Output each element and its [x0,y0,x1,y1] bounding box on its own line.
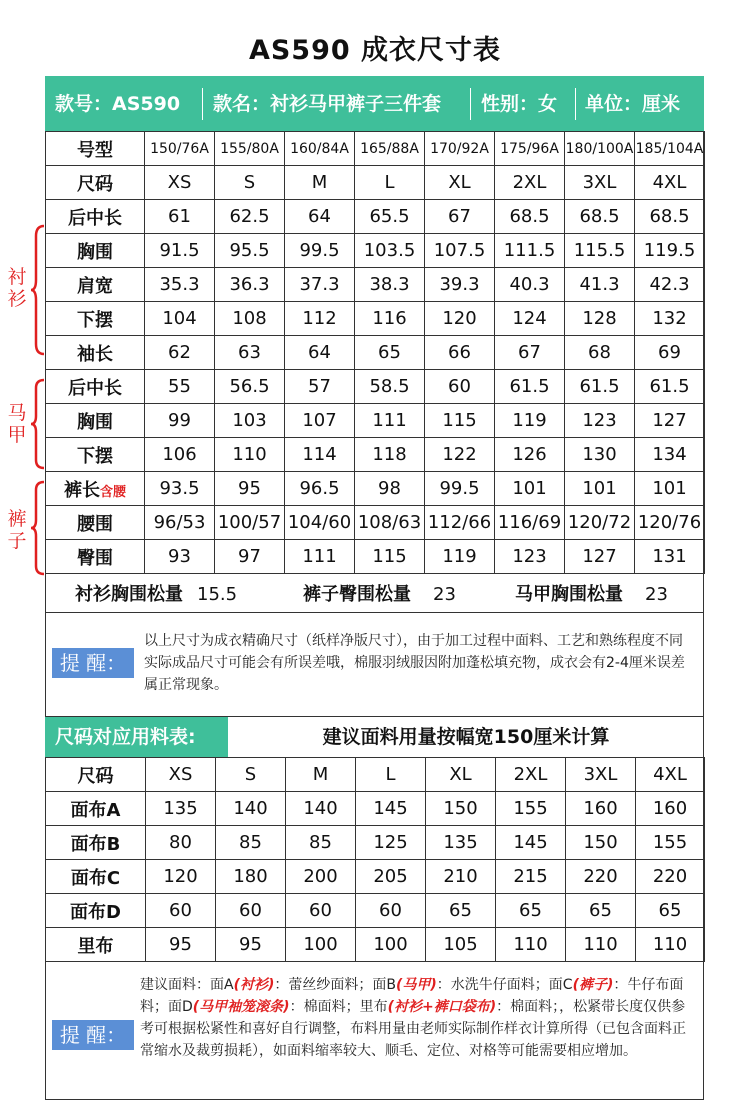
value-cell: 95.5 [215,234,285,268]
value-cell: 85 [216,826,286,860]
value-cell: 120 [146,860,216,894]
fabric-width-note: 建议面料用量按幅宽150厘米计算 [322,726,610,748]
row-label [46,200,145,234]
table-row [46,506,705,540]
value-cell: 115 [355,540,425,574]
value-cell: 61.5 [635,370,705,404]
table-row [46,758,705,792]
value-cell: 93 [145,540,215,574]
row-label: 面布A [46,792,146,826]
value-cell: 115.5 [565,234,635,268]
table-row [46,200,705,234]
size-cell: XS [146,758,216,792]
size-type-cell: 170/92A [425,132,495,166]
value-cell: 205 [356,860,426,894]
size-cell: L [355,166,425,200]
value-cell: 91.5 [145,234,215,268]
value-cell: 36.3 [215,268,285,302]
brace-vest [30,378,46,470]
value-cell: 140 [216,792,286,826]
value-cell: 64 [285,336,355,370]
row-label [46,472,145,506]
row-label-text: 后中长 [68,207,122,229]
fabric-part-highlight: (裤子) [572,977,614,993]
value-cell: 38.3 [355,268,425,302]
value-cell: 122 [425,438,495,472]
value-cell: 99 [145,404,215,438]
value-cell: 135 [426,826,496,860]
value-cell: 42.3 [635,268,705,302]
value-cell: 65 [355,336,425,370]
value-cell: 114 [285,438,355,472]
value-cell: 107 [285,404,355,438]
value-cell: 104 [145,302,215,336]
group-label-shirt: 衬衫 [7,266,27,310]
fabric-part-text: ：蕾丝纱面料；面B [274,977,396,993]
value-cell: 41.3 [565,268,635,302]
style-number: 款号：AS590 [55,93,181,115]
value-cell: 110 [215,438,285,472]
brace-shirt [30,224,46,356]
value-cell: 106 [145,438,215,472]
value-cell: 65 [426,894,496,928]
gender: 性别：女 [481,93,558,115]
value-cell: 110 [636,928,705,962]
value-cell: 97 [215,540,285,574]
table-row [46,132,705,166]
fabric-section-title: 尺码对应用料表: [45,717,228,757]
value-cell: 180 [216,860,286,894]
value-cell: 112/66 [425,506,495,540]
table-row [46,302,705,336]
reminder-text: 以上尺寸为成衣精确尺寸（纸样净版尺寸），由于加工过程中面料、工艺和熟练程度不同实际成品尺寸可能会有所误差哦，棉服羽绒服因附加蓬松填充物，成衣会有2-4厘米误差属正常现象。 [144,633,685,693]
row-label: 里布 [46,928,146,962]
value-cell: 134 [635,438,705,472]
table-row [46,166,705,200]
value-cell: 99.5 [425,472,495,506]
value-cell: 68 [565,336,635,370]
value-cell: 132 [635,302,705,336]
row-label-text: 下摆 [77,309,113,331]
row-label [46,302,145,336]
table-row [46,438,705,472]
value-cell: 131 [635,540,705,574]
row-label: 号型 [46,132,145,166]
value-cell: 63 [215,336,285,370]
size-cell: 2XL [496,758,566,792]
size-cell: XL [425,166,495,200]
fabric-part-highlight: (马甲) [395,977,437,993]
size-type-cell: 165/88A [355,132,425,166]
row-label-note: 含腰 [99,484,126,500]
size-table [45,131,705,574]
table-row [46,336,705,370]
value-cell: 95 [146,928,216,962]
value-cell: 155 [496,792,566,826]
ease-item: 衬衫胸围松量 15.5 [75,584,238,605]
size-type-cell: 150/76A [145,132,215,166]
ease-row [45,577,704,613]
fabric-section-bar [45,716,704,758]
ease-item: 马甲胸围松量 23 [515,584,668,605]
size-cell: S [216,758,286,792]
table-row [46,370,705,404]
value-cell: 107.5 [425,234,495,268]
info-separator [202,88,203,120]
value-cell: 60 [216,894,286,928]
row-label [46,234,145,268]
table-row [46,792,705,826]
size-type-cell: 180/100A [565,132,635,166]
value-cell: 145 [496,826,566,860]
value-cell: 220 [636,860,705,894]
value-cell: 130 [565,438,635,472]
value-cell: 40.3 [495,268,565,302]
row-label [46,438,145,472]
row-label: 面布C [46,860,146,894]
size-type-cell: 155/80A [215,132,285,166]
value-cell: 126 [495,438,565,472]
table-row [46,826,705,860]
page-title: AS590 成衣尺寸表 [248,35,502,66]
value-cell: 68.5 [565,200,635,234]
size-cell: XS [145,166,215,200]
size-cell: XL [426,758,496,792]
size-type-cell: 175/96A [495,132,565,166]
row-label [46,370,145,404]
value-cell: 100 [286,928,356,962]
fabric-part-highlight: (衬衫) [233,977,275,993]
reminder-badge: 提 醒： [52,648,134,678]
value-cell: 35.3 [145,268,215,302]
value-cell: 200 [286,860,356,894]
row-label [46,268,145,302]
value-cell: 60 [425,370,495,404]
value-cell: 120 [425,302,495,336]
value-cell: 145 [356,792,426,826]
style-name: 款名：衬衫马甲裤子三件套 [213,93,442,115]
table-row [46,894,705,928]
row-label: 尺码 [46,758,146,792]
value-cell: 124 [495,302,565,336]
group-label-vest: 马甲 [7,402,27,446]
value-cell: 67 [425,200,495,234]
value-cell: 60 [146,894,216,928]
row-label-text: 胸围 [77,411,113,433]
value-cell: 103.5 [355,234,425,268]
row-label: 面布B [46,826,146,860]
value-cell: 120/76 [635,506,705,540]
value-cell: 111 [355,404,425,438]
value-cell: 103 [215,404,285,438]
value-cell: 101 [635,472,705,506]
ease-item: 裤子臀围松量 23 [303,584,456,605]
info-separator [470,88,471,120]
value-cell: 123 [495,540,565,574]
value-cell: 61.5 [565,370,635,404]
fabric-suggestion-text [140,974,696,1062]
value-cell: 140 [286,792,356,826]
value-cell: 104/60 [285,506,355,540]
size-cell: M [286,758,356,792]
size-cell: 3XL [566,758,636,792]
value-cell: 95 [216,928,286,962]
value-cell: 119 [425,540,495,574]
value-cell: 220 [566,860,636,894]
info-separator [575,88,576,120]
value-cell: 116/69 [495,506,565,540]
row-label-text: 肩宽 [77,275,113,297]
value-cell: 150 [566,826,636,860]
value-cell: 99.5 [285,234,355,268]
brace-pants [30,480,46,576]
value-cell: 110 [566,928,636,962]
value-cell: 65 [496,894,566,928]
value-cell: 61 [145,200,215,234]
fabric-part-text: ：棉面料；，松紧带长度仅供参考可根据松紧性和喜好自行调整，布料用量由老师实际制作样衣计算所得（已包含面料正常缩水及裁剪损耗），如面料缩率较大、顺毛、定位、对格等可能需要相应增加。 [140,999,686,1059]
value-cell: 215 [496,860,566,894]
unit: 单位：厘米 [585,93,681,115]
table-row [46,234,705,268]
row-label-text: 胸围 [77,241,113,263]
value-cell: 68.5 [495,200,565,234]
size-cell: M [285,166,355,200]
value-cell: 37.3 [285,268,355,302]
row-label [46,404,145,438]
table-row [46,268,705,302]
value-cell: 60 [286,894,356,928]
value-cell: 98 [355,472,425,506]
value-cell: 116 [355,302,425,336]
fabric-part-text: ：水洗牛仔面料；面C [436,977,573,993]
value-cell: 112 [285,302,355,336]
value-cell: 127 [565,540,635,574]
value-cell: 85 [286,826,356,860]
value-cell: 65.5 [355,200,425,234]
fabric-part-text: ：棉面料；里布 [289,999,388,1015]
value-cell: 55 [145,370,215,404]
value-cell: 96.5 [285,472,355,506]
row-label-text: 后中长 [68,377,122,399]
value-cell: 56.5 [215,370,285,404]
size-cell: S [215,166,285,200]
value-cell: 160 [636,792,705,826]
value-cell: 57 [285,370,355,404]
info-bar [45,76,704,132]
row-label [46,540,145,574]
value-cell: 80 [146,826,216,860]
value-cell: 68.5 [635,200,705,234]
row-label-text: 下摆 [77,445,113,467]
row-label-text: 裤长 [63,479,100,501]
table-row [46,860,705,894]
value-cell: 61.5 [495,370,565,404]
reminder-badge: 提 醒： [52,1020,134,1050]
value-cell: 123 [565,404,635,438]
value-cell: 69 [635,336,705,370]
value-cell: 125 [356,826,426,860]
row-label-text: 臀围 [77,547,113,569]
value-cell: 101 [495,472,565,506]
size-cell: L [356,758,426,792]
row-label-text: 袖长 [77,343,113,365]
table-row [46,404,705,438]
size-type-cell: 160/84A [285,132,355,166]
fabric-part-highlight: (衬衫+裤口袋布) [387,999,497,1015]
value-cell: 64 [285,200,355,234]
value-cell: 100/57 [215,506,285,540]
value-cell: 110 [496,928,566,962]
value-cell: 58.5 [355,370,425,404]
row-label [46,336,145,370]
row-label-text: 腰围 [77,513,113,535]
value-cell: 127 [635,404,705,438]
value-cell: 118 [355,438,425,472]
value-cell: 60 [356,894,426,928]
table-row [46,472,705,506]
size-cell: 3XL [565,166,635,200]
row-label: 尺码 [46,166,145,200]
value-cell: 210 [426,860,496,894]
value-cell: 39.3 [425,268,495,302]
row-label: 面布D [46,894,146,928]
value-cell: 115 [425,404,495,438]
value-cell: 95 [215,472,285,506]
value-cell: 119.5 [635,234,705,268]
value-cell: 128 [565,302,635,336]
value-cell: 65 [566,894,636,928]
value-cell: 108/63 [355,506,425,540]
value-cell: 160 [566,792,636,826]
group-label-pants: 裤子 [7,508,27,552]
size-type-cell: 185/104A [635,132,705,166]
value-cell: 108 [215,302,285,336]
fabric-table [45,757,705,962]
value-cell: 65 [636,894,705,928]
size-cell: 4XL [636,758,705,792]
value-cell: 66 [425,336,495,370]
value-cell: 67 [495,336,565,370]
fabric-part-text: 建议面料：面A [140,977,234,993]
value-cell: 100 [356,928,426,962]
size-cell: 4XL [635,166,705,200]
value-cell: 101 [565,472,635,506]
value-cell: 62.5 [215,200,285,234]
value-cell: 119 [495,404,565,438]
value-cell: 62 [145,336,215,370]
fabric-part-highlight: (马甲袖笼滚条) [192,999,290,1015]
size-cell: 2XL [495,166,565,200]
value-cell: 93.5 [145,472,215,506]
value-cell: 120/72 [565,506,635,540]
value-cell: 135 [146,792,216,826]
value-cell: 111.5 [495,234,565,268]
value-cell: 105 [426,928,496,962]
value-cell: 155 [636,826,705,860]
value-cell: 111 [285,540,355,574]
value-cell: 150 [426,792,496,826]
value-cell: 96/53 [145,506,215,540]
table-row [46,540,705,574]
table-row [46,928,705,962]
row-label [46,506,145,540]
fabric-part-text: ：牛仔布面料；面D [140,977,684,1015]
